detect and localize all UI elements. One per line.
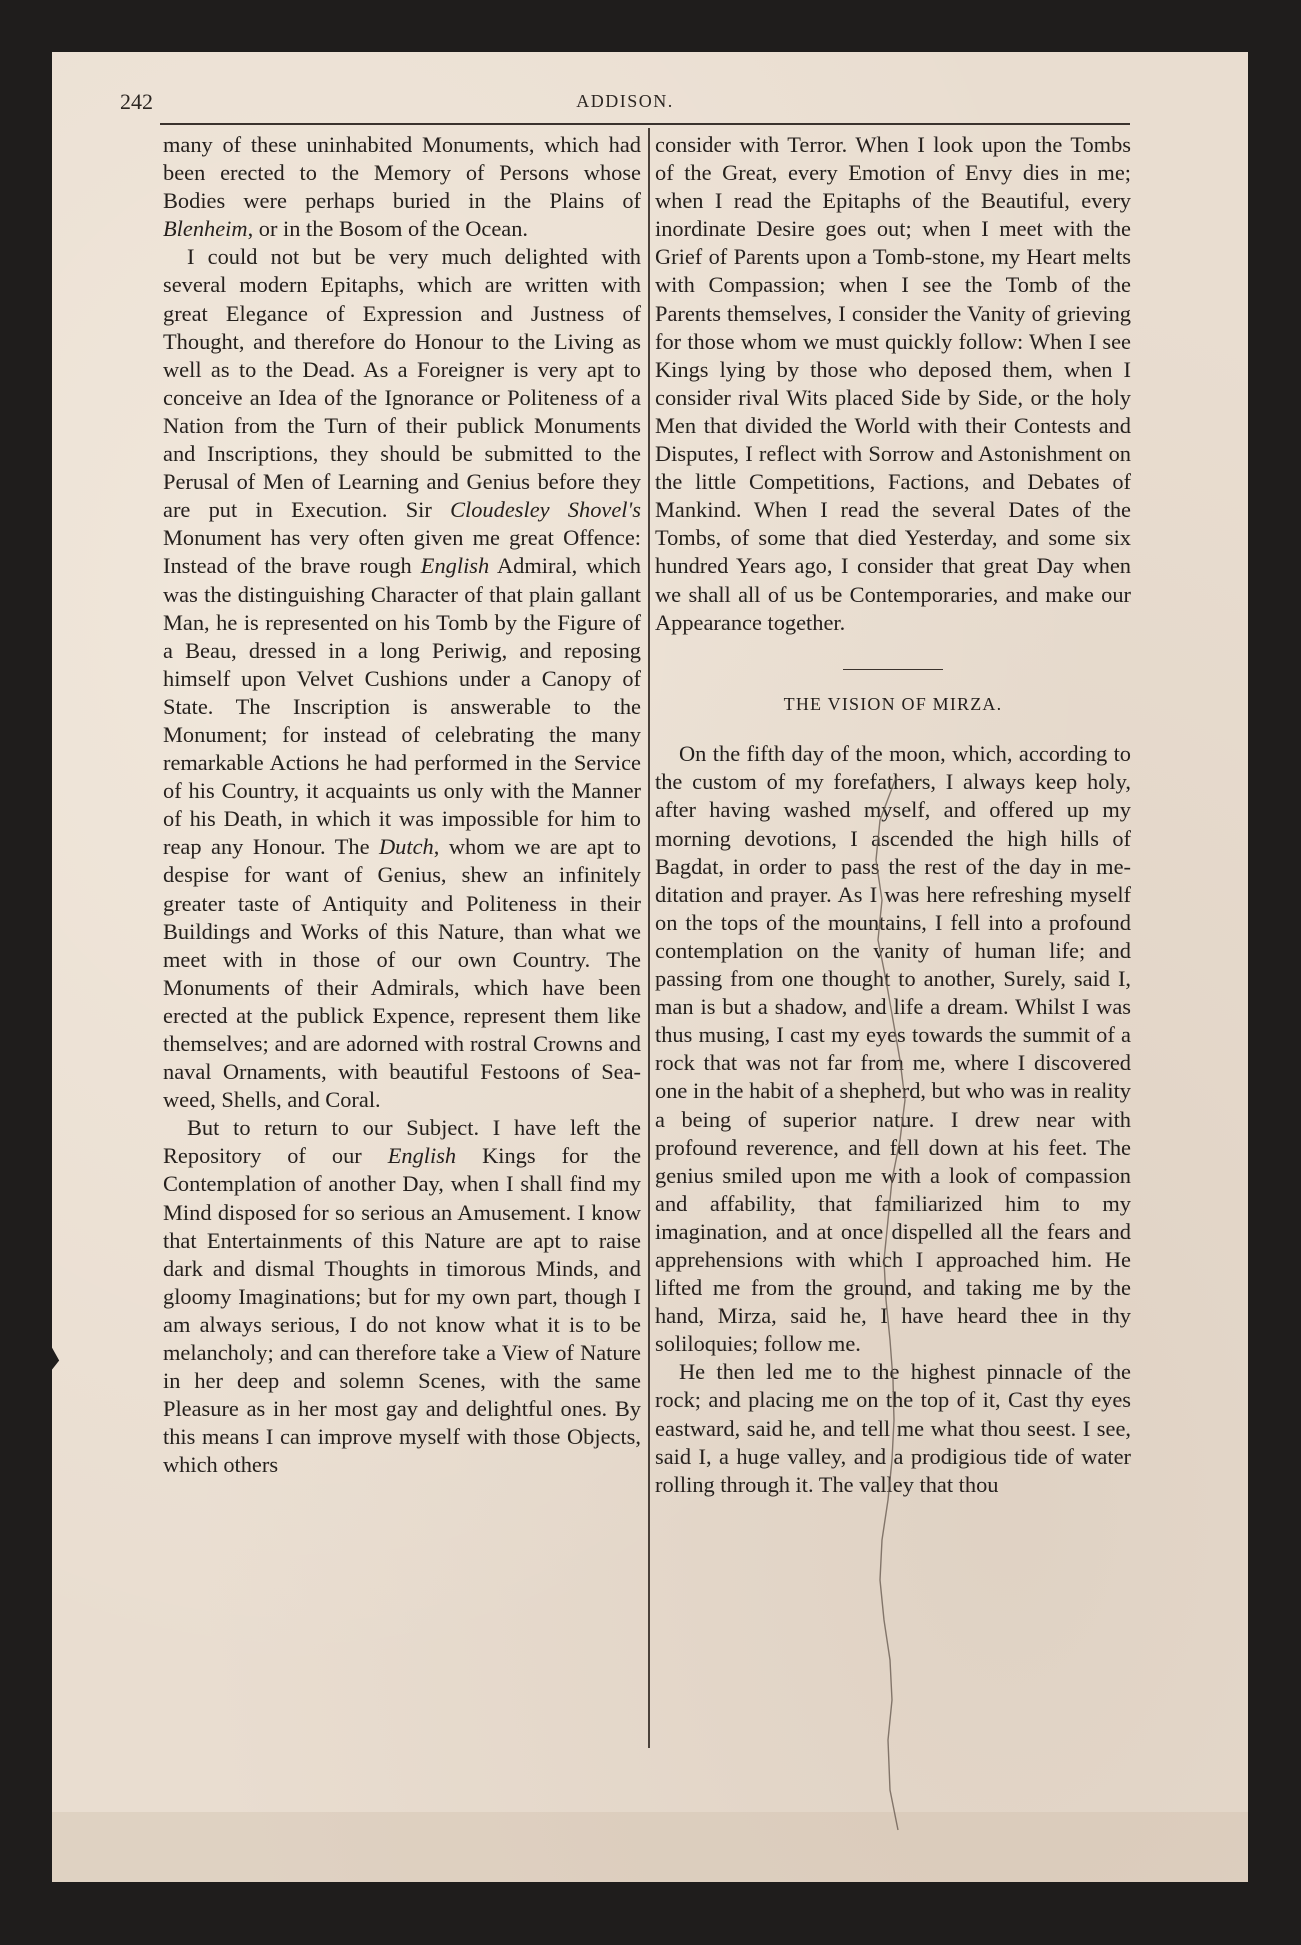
right-paragraph-1: consider with Terror. When I look upon the Tombs of the Great, every Emotion of Envy dies in me; when I read the Epitaphs of the Beautiful, every inordinate Desire goes out; when I meet with the Grief of Parents upon a Tomb-stone, my Heart melts with Compassion; when I see the Tomb of the Parents themselves, I consider the Vanity of grieving for those whom we must quickly follow: When I see Kings lying by those who deposed them, when I consider rival Wits placed Side by Side, or the holy Men that divided the World with their Contests and Disputes, I reflect with Sorrow and Astonishment on the little Competitions, Factions, and Debates of Mankind. When I read the several Dates of the Tombs, of some that died Yesterday, and some six hundred Years ago, I consider that great Day when we shall all of us be Contemporaries, and make our Appearance together. [655, 132, 1131, 635]
left-paragraph-1 [163, 131, 641, 243]
right-paragraph-3: He then led me to the highest pinnacle of the rock; and placing me on the top of it, Cast thy eyes eastward, said he, and tell me what thou seest. I see, said I, a huge valley, and a prodigious tide of water rolling through it. The valley that thou [655, 1359, 1131, 1497]
text-run: Monument has very often given me great Offence: Instead of the brave rough [163, 525, 641, 579]
text-run: I could not but be very much delighted with several modern Epitaphs, which are written with great Elegance of Expression and Justness of Thought, and therefore do Honour to the Living as well as to the Dead. As a Foreigner is very apt to conceive an Idea of the Ignorance or Politeness of a Nation from the Turn of their publick Monuments and Inscriptions, they should be submitted to the Perusal of Men of Learning and Genius before they are put in Execution. Sir [163, 244, 641, 523]
column-divider [648, 128, 650, 1748]
section-title: THE VISION OF MIRZA. [783, 694, 1003, 715]
text-run: , or in the Bosom of the Ocean. [247, 216, 529, 242]
section-rule [843, 669, 943, 671]
italic-word: Dutch [379, 834, 434, 860]
running-title: ADDISON. [576, 91, 674, 111]
left-paragraph-2 [163, 243, 641, 1114]
left-paragraph-3 [163, 1114, 641, 1479]
text-run: , whom we are apt to despise for want of Genius, shew an infinitely greater taste of Antiquity and Politeness in their Buildings and Works of this Nature, than what we meet with in those of our own Country. The Monuments of their Admirals, which have been erected at the publick Expence, represent them like themselves; and are adorned with rostral Crowns and naval Ornaments, with beautiful Festoons of Sea-weed, Shells, and Coral. [163, 834, 642, 1113]
right-column [655, 131, 1131, 1499]
text-run: Admiral, which was the distinguishing Character of that plain gallant Man, he is represented on his Tomb by the Figure of a Beau, dressed in a long Periwig, and reposing himself upon Velvet Cushions under a Canopy of State. The Inscription is answerable to the Monument; for instead of celebrating the many remarkable Actions he had performed in the Service of his Country, it acquaints us only with the Manner of his Death, in which it was impossible for him to reap any Honour. The [163, 553, 641, 860]
header-rule [160, 123, 1130, 125]
page-discoloration-band [52, 1812, 1248, 1882]
italic-place-name: Blenheim [163, 216, 248, 242]
running-head [120, 85, 1130, 115]
text-run: Kings for the Contemplation of another Day, when I shall find my Mind disposed for so serious an Amusement. I know that Entertainments of this Nature are apt to raise dark and dismal Thoughts in timorous Minds, and gloomy Imaginations; but for my own part, though I am always serious, I do not know what it is to be melancholy; and can therefore take a View of Nature in her deep and solemn Scenes, with the same Pleasure as in her most gay and delightful ones. By this means I can improve myself with those Objects, which others [163, 1143, 642, 1478]
italic-word: English [387, 1143, 457, 1169]
text-run: many of these uninhabited Monuments, which had been erected to the Memory of Persons whose Bodies were perhaps buried in the Plains of [163, 132, 641, 214]
text-run: But to return to our Subject. I have left the Repository of our [163, 1115, 641, 1169]
italic-word: English [420, 553, 490, 579]
italic-person-name: Cloudesley Shovel's [450, 497, 641, 523]
page-number: 242 [120, 89, 153, 114]
right-paragraph-2: On the fifth day of the moon, which, according to the custom of my forefathers, I always keep holy, after having washed myself, and offered up my morning devotions, I ascended the high hills of Bagdat, in order to pass the rest of the day in meditation and prayer. As I was here refreshing myself on the tops of the mountains, I fell into a profound contemplation on the vanity of human life; and passing from one thought to another, Surely, said I, man is but a shadow, and life a dream. Whilst I was thus musing, I cast my eyes towards the summit of a rock that was not far from me, where I discovered one in the habit of a shepherd, but who was in reality a being of superior nature. I drew near with profound reverence, and fell down at his feet. The genius smiled upon me with a look of compassion and affability, that familiarized him to my imagination, and at once dispelled all the fears and apprehensions with which I approached him. He lifted me from the ground, and taking me by the hand, Mirza, said he, I have heard thee in thy soliloquies; follow me. [655, 741, 1131, 1357]
left-column [163, 131, 641, 1480]
